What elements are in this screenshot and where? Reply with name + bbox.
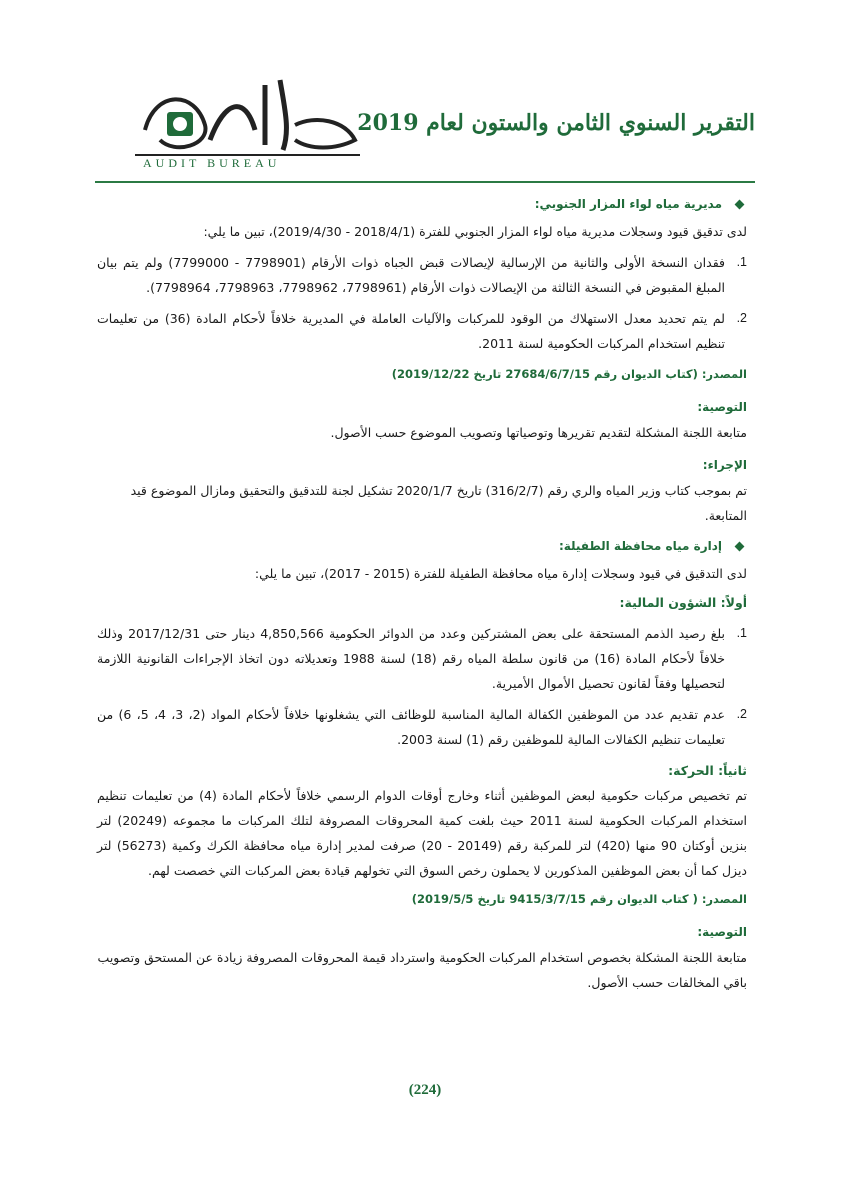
report-content <box>97 192 747 995</box>
item-number: 1. <box>736 255 747 269</box>
findings-list <box>97 250 747 356</box>
list-item <box>97 250 747 300</box>
list-item <box>97 621 747 696</box>
header-divider <box>95 181 755 183</box>
list-item <box>97 306 747 356</box>
list-item <box>97 702 747 752</box>
subsection-heading: ثانياً: الحركة: <box>668 763 747 778</box>
action-label: الإجراء: <box>702 458 747 472</box>
section-intro: لدى التدقيق في قيود وسجلات إدارة مياه محافظة الطفيلة للفترة (2015 - 2017)، تبين ما يلي: <box>254 566 747 581</box>
item-number: 1. <box>736 626 747 640</box>
logo-english-text: AUDIT BUREAU <box>143 156 281 170</box>
recommendation-label: التوصية: <box>697 925 747 939</box>
item-number: 2. <box>736 707 747 721</box>
section-heading <box>97 534 747 559</box>
page-number: (224) <box>408 1082 442 1098</box>
recommendation-text: متابعة اللجنة المشكلة بخصوص استخدام المركبات الحكومية واسترداد قيمة المحروقات المصروفة زيادة عن المستحق وتصويب باقي المخالفات حسب الأصول. <box>97 950 747 990</box>
item-text: لم يتم تحديد معدل الاستهلاك من الوقود للمركبات والآليات العاملة في المديرية خلافاً لأحكام المادة (36) من تعليمات تنظيم استخدام المركبات الحكومية لسنة 2011. <box>97 311 725 351</box>
recommendation-text: متابعة اللجنة المشكلة لتقديم تقريرها وتوصياتها وتصويب الموضوع حسب الأصول. <box>330 425 747 440</box>
page-header <box>95 60 755 180</box>
source-reference: المصدر: ( كتاب الديوان رقم 9415/3/7/15 تاريخ 2019/5/5) <box>411 892 747 906</box>
movement-text: تم تخصيص مركبات حكومية لبعض الموظفين أثناء وخارج أوقات الدوام الرسمي خلافاً لأحكام المادة (4) من تعليمات تنظيم استخدام المركبات الحكومية لسنة 2011 حيث بلغت كمية المحروقات المصروفة لتلك المركبات ما مجموعه (20249) لتر بنزين أوكتان 90 منها (420) لتر للمركبة رقم (20149 - 20) صرفت لمدير إدارة مياه محافظة الكرك وكمية (56273) لتر ديزل كما أن بعض الموظفين المذكورين لا يحملون رخص السوق التي تخولهم قيادة بعض المركبات التي خصصت لهم. <box>97 788 748 878</box>
section-intro: لدى تدقيق قيود وسجلات مديرية مياه لواء المزار الجنوبي للفترة (2018/4/1 - 2019/4/30)، تبين ما يلي: <box>203 224 747 239</box>
subsection-heading: أولاً: الشؤون المالية: <box>619 595 747 610</box>
report-title: التقرير السنوي الثامن والستون لعام 2019 <box>357 110 755 136</box>
source-reference: المصدر: (كتاب الديوان رقم 27684/6/7/15 تاريخ 2019/12/22) <box>391 367 747 381</box>
section-heading-text: إدارة مياه محافظة الطفيلة: <box>558 539 722 553</box>
diamond-bullet-icon <box>735 542 745 552</box>
section-heading <box>97 192 747 217</box>
findings-list <box>97 621 747 752</box>
recommendation-label: التوصية: <box>697 400 747 414</box>
item-number: 2. <box>736 311 747 325</box>
section-heading-text: مديرية مياه لواء المزار الجنوبي: <box>534 197 722 211</box>
action-text: تم بموجب كتاب وزير المياه والري رقم (316/2/7) تاريخ 2020/1/7 تشكيل لجنة للتدقيق والتحقيق ومازال الموضوع قيد المتابعة. <box>130 483 747 523</box>
item-text: بلغ رصيد الذمم المستحقة على بعض المشتركين وعدد من الدوائر الحكومية 4,850,566 دينار حتى 2017/12/31 وذلك خلافاً لأحكام المادة (16) من قانون سلطة المياه رقم (18) لسنة 1988 وتعديلاته دون اتخاذ الإجراءات القانونية اللازمة لتحصيلها وفقاً لقانون تحصيل الأموال الأميرية. <box>97 626 725 691</box>
diamond-bullet-icon <box>735 200 745 210</box>
item-text: فقدان النسخة الأولى والثانية من الإرسالية لإيصالات قبض الجباه ذوات الأرقام (7798901 - 7799000) ولم يتم بيان المبلغ المقبوض في النسخة الثالثة من الإيصالات ذوات الأرقام (7798961، 7798962، 7798963، 7798964). <box>97 255 725 295</box>
item-text: عدم تقديم عدد من الموظفين الكفالة المالية المناسبة للوظائف التي يشغلونها خلافاً لأحكام المواد (2، 3، 4، 5، 6) من تعليمات تنظيم الكفالات المالية للموظفين رقم (1) لسنة 2003. <box>97 707 725 747</box>
